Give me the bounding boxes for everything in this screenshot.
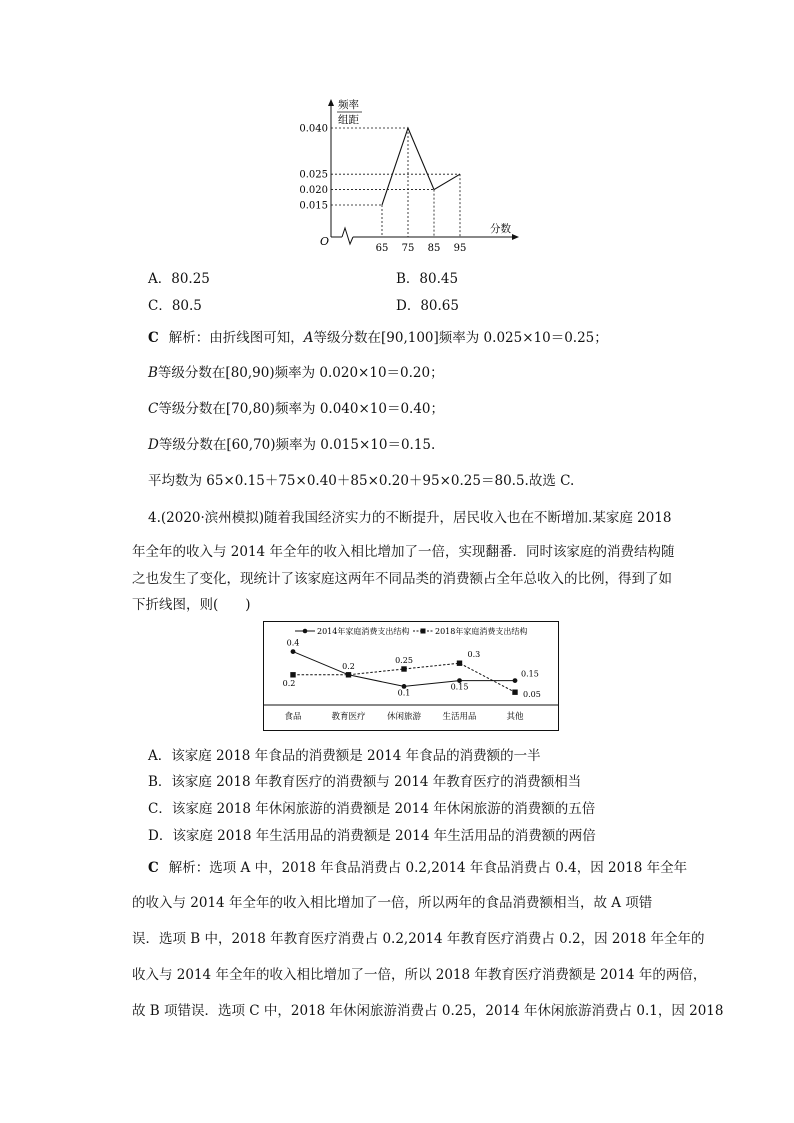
y-label-top: 频率 [338, 99, 359, 111]
q4-option-a: A．该家庭 2018 年食品的消费额是 2014 年食品的消费额的一半 [148, 748, 541, 764]
q3-option-b: B．80.45 [396, 271, 459, 287]
series-0-data-label-1: 0.2 [342, 661, 355, 671]
q4-stem-line-4: 下折线图，则( ) [132, 597, 251, 613]
y-tick-label-3: 0.015 [299, 200, 328, 212]
category-label-1: 教育医疗 [331, 712, 366, 722]
series-1-point-2 [401, 666, 406, 671]
x-tick-label-2: 85 [427, 243, 441, 254]
q3-option-a: A．80.25 [148, 271, 210, 287]
q3-answer: C [148, 330, 159, 346]
q4-stem-line-2: 年全年的收入与 2014 年全年的收入相比增加了一倍，实现翻番．同时该家庭的消费结构随 [132, 544, 675, 560]
series-1-point-0 [290, 672, 295, 677]
category-label-3: 生活用品 [442, 712, 477, 722]
series-0-point-0 [291, 649, 296, 654]
frequency-polygon-chart [290, 92, 530, 262]
axis-break [342, 228, 353, 244]
consumption-structure-chart [263, 621, 559, 731]
y-tick-label-1: 0.025 [299, 169, 328, 181]
q4-option-c: C．该家庭 2018 年休闲旅游的消费额是 2014 年休闲旅游的消费额的五倍 [148, 801, 596, 817]
series-1-point-3 [457, 661, 462, 666]
q3-option-c: C．80.5 [148, 298, 202, 314]
q4-option-b: B．该家庭 2018 年教育医疗的消费额与 2014 年教育医疗的消费额相当 [148, 774, 582, 790]
q4-stem-line-1: 4.(2020·滨州模拟)随着我国经济实力的不断提升，居民收入也在不断增加.某家庭 2018 [148, 510, 672, 526]
q3-analysis-line-4: D等级分数在[60,70)频率为 0.015×10＝0.15. [148, 437, 436, 453]
category-label-0: 食品 [284, 712, 302, 722]
legend-2014-label: 2014年家庭消费支出结构 [317, 627, 410, 636]
series-0-point-4 [513, 678, 518, 683]
q4-analysis-line-4: 收入与 2014 年全年的收入相比增加了一倍，所以 2018 年教育医疗消费额是 2014 年的两倍， [132, 967, 707, 983]
q3-option-d: D．80.65 [396, 298, 459, 314]
series-0-data-label-0: 0.4 [286, 638, 300, 648]
q3-analysis-line-3: C等级分数在[70,80)频率为 0.040×10＝0.40； [148, 401, 445, 417]
q3-analysis-line-1: C 解析：由折线图可知，A等级分数在[90,100]频率为 0.025×10＝0.25； [148, 330, 608, 346]
series-1-data-label-3: 0.3 [467, 650, 481, 660]
x-tick-label-3: 95 [453, 243, 467, 254]
q4-stem-line-3: 之也发生了变化，现统计了该家庭这两年不同品类的消费额占全年总收入的比例，得到了如 [132, 571, 672, 587]
frequency-line [382, 128, 460, 205]
q4-analysis-line-5: 故 B 项错误．选项 C 中，2018 年休闲旅游消费占 0.25，2014 年休闲旅游消费占 0.1，因 2018 [132, 1003, 724, 1019]
legend-2018-label: 2018年家庭消费支出结构 [435, 627, 528, 636]
q4-answer: C [148, 860, 159, 876]
series-0-data-label-2: 0.1 [397, 688, 411, 698]
q4-analysis-line-2: 的收入与 2014 年全年的收入相比增加了一倍，所以两年的食品消费额相当，故 A 项错 [132, 895, 653, 911]
series-1-point-4 [512, 690, 517, 695]
category-label-4: 其他 [506, 712, 524, 722]
series-1-point-1 [346, 672, 351, 677]
x-tick-label-1: 75 [401, 243, 415, 254]
series-0-data-label-4: 0.15 [521, 669, 539, 679]
q4-analysis-line-3: 误．选项 B 中，2018 年教育医疗消费占 0.2,2014 年教育医疗消费占 0.2，因 2018 年全年的 [132, 931, 705, 947]
origin-label: O [320, 235, 330, 248]
q4-option-d: D．该家庭 2018 年生活用品的消费额是 2014 年生活用品的消费额的两倍 [148, 828, 596, 844]
x-tick-label-0: 65 [375, 243, 389, 254]
series-1-data-label-4: 0.05 [523, 690, 541, 700]
series-1-data-label-0: 0.2 [282, 678, 296, 688]
y-label-bottom: 组距 [338, 114, 359, 126]
y-tick-label-0: 0.040 [299, 123, 328, 135]
series-0-data-label-3: 0.15 [450, 682, 469, 692]
q3-analysis-line-2: B等级分数在[80,90)频率为 0.020×10＝0.20； [148, 365, 444, 381]
category-label-2: 休闲旅游 [386, 712, 422, 722]
q3-mean-line: 平均数为 65×0.15＋75×0.40＋85×0.20＋95×0.25＝80.5.故选 C. [148, 473, 575, 489]
y-tick-label-2: 0.020 [299, 185, 328, 197]
q4-analysis-line-1: C 解析：选项 A 中，2018 年食品消费占 0.2,2014 年食品消费占 0.4，因 2018 年全年 [148, 860, 688, 876]
x-label: 分数 [490, 223, 511, 235]
series-1-data-label-2: 0.25 [395, 656, 413, 665]
